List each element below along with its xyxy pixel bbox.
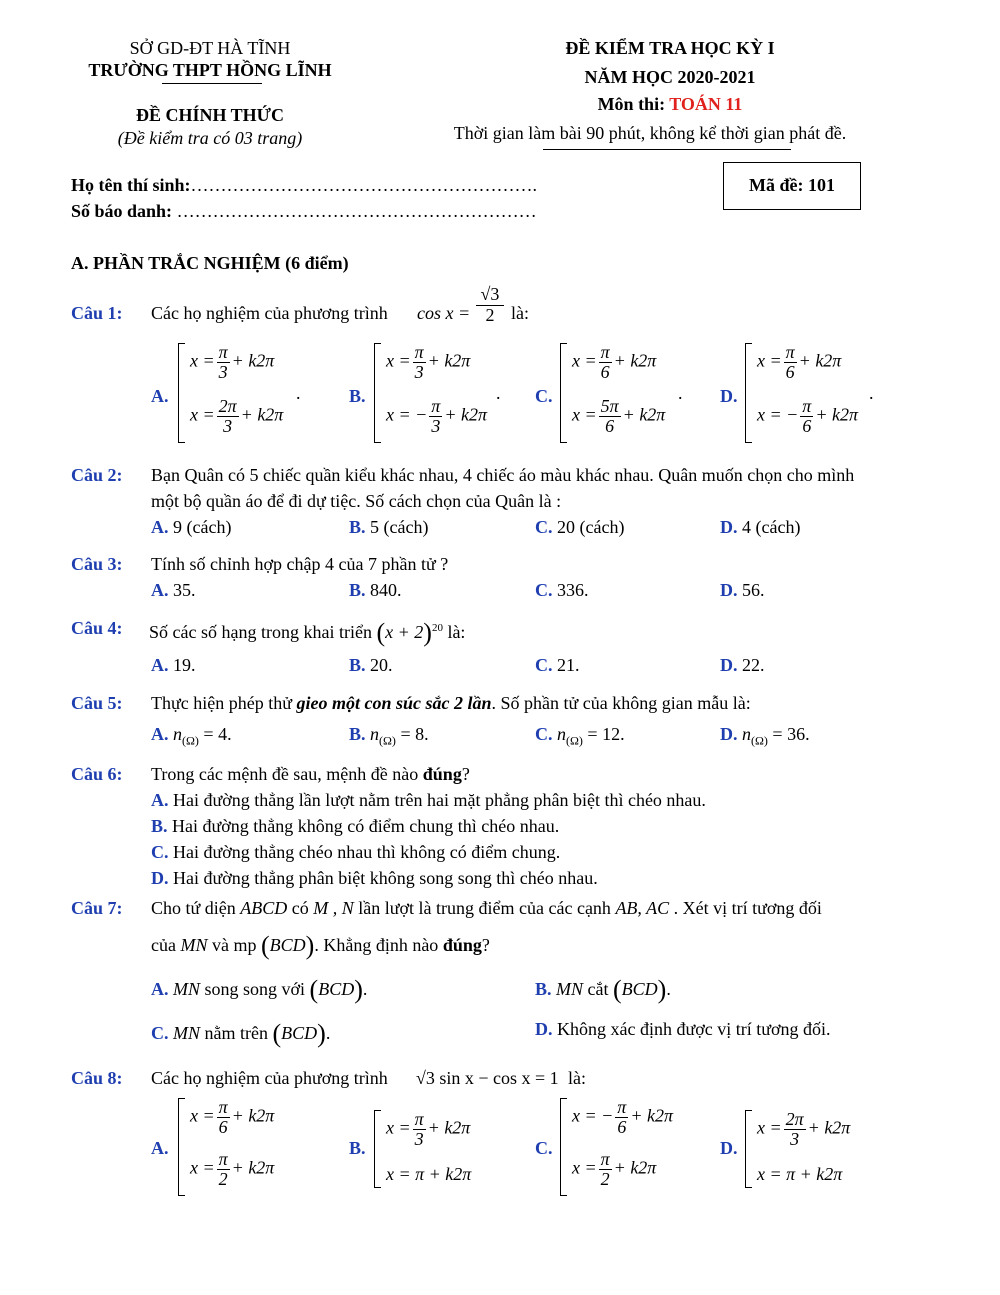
q3-option-c[interactable]: C. 336. bbox=[535, 580, 589, 600]
subject-label: Môn thi: bbox=[597, 94, 670, 114]
exam-duration: Thời gian làm bài 90 phút, không kể thời gian phát đề. bbox=[453, 123, 847, 143]
q7-label: Câu 7: bbox=[71, 898, 123, 918]
student-name-line bbox=[71, 175, 537, 196]
q5-label: Câu 5: bbox=[71, 693, 123, 713]
q1-option-a-letter[interactable]: A. bbox=[151, 386, 169, 406]
right-paren: ) bbox=[317, 1019, 326, 1048]
bracket bbox=[745, 343, 752, 443]
q1-option-d[interactable] bbox=[745, 343, 880, 443]
q5-option-a[interactable]: A. $n_{(\Omega)} = 4$. bbox=[151, 724, 232, 748]
q8-option-b-letter[interactable]: B. bbox=[349, 1138, 366, 1158]
q6-option-b[interactable]: B. Hai đường thẳng không có điểm chung thì chéo nhau. bbox=[151, 816, 560, 836]
q8-c-row1: x = − $\frac{\pi}{6}$ + k2π bbox=[572, 1097, 673, 1137]
q8-option-a[interactable] bbox=[178, 1098, 298, 1196]
q6-option-a[interactable]: A. Hai đường thẳng lần lượt nằm trên hai mặt phẳng phân biệt thì chéo nhau. bbox=[151, 790, 706, 810]
left-paren: ( bbox=[272, 1019, 282, 1048]
q1-d-row2: x = − $\frac{\pi}{6}$ + k2π bbox=[757, 396, 858, 436]
q6-label: Câu 6: bbox=[71, 764, 123, 784]
q4-option-c[interactable]: C. 21. bbox=[535, 655, 580, 675]
q1-denominator: 2 bbox=[485, 304, 495, 325]
exam-code-box bbox=[723, 162, 861, 210]
q2-line2: một bộ quần áo để đi dự tiệc. Số cách chọn của Quân là : bbox=[151, 491, 562, 511]
q8-d-row2: x = π + k2π bbox=[757, 1164, 843, 1184]
q7-option-a[interactable]: A. MN song song với (BCD). bbox=[151, 975, 368, 1004]
left-paren: ( bbox=[260, 931, 270, 960]
left-paren: ( bbox=[376, 618, 386, 647]
q8-b-row1: x = $\frac{\pi}{3}$ + k2π bbox=[386, 1109, 471, 1149]
q3-text: Tính số chỉnh hợp chập 4 của 7 phần tử ? bbox=[151, 554, 449, 574]
dot: . bbox=[869, 383, 874, 403]
q4-option-b[interactable]: B. 20. bbox=[349, 655, 393, 675]
q4-label: Câu 4: bbox=[71, 618, 123, 638]
q3-option-a[interactable]: A. 35. bbox=[151, 580, 196, 600]
bracket bbox=[560, 1098, 567, 1196]
bracket bbox=[374, 343, 381, 443]
q6-option-d[interactable]: D. Hai đường thẳng phân biệt không song song thì chéo nhau. bbox=[151, 868, 598, 888]
q1-a-row2: x = $\frac{2\pi}{3}$ + k2π bbox=[190, 396, 284, 436]
q1-c-row1: x = $\frac{\pi}{6}$ + k2π bbox=[572, 342, 657, 382]
dot: . bbox=[296, 383, 301, 403]
department: SỞ GD-ĐT HÀ TĨNH bbox=[129, 38, 291, 58]
q1-b-row1: x = $\frac{\pi}{3}$ + k2π bbox=[386, 342, 471, 382]
q3-label: Câu 3: bbox=[71, 554, 123, 574]
q1-fraction bbox=[476, 285, 504, 326]
q1-option-b[interactable] bbox=[374, 343, 509, 443]
q7-option-c[interactable]: C. MN nằm trên (BCD). bbox=[151, 1019, 331, 1048]
q1-lhs: cos x = bbox=[417, 303, 471, 323]
q1-option-c-letter[interactable]: C. bbox=[535, 386, 553, 406]
bracket bbox=[178, 343, 185, 443]
q2-option-d[interactable]: D. 4 (cách) bbox=[720, 517, 801, 537]
q8-b-row2: x = π + k2π bbox=[386, 1164, 472, 1184]
subject-line bbox=[470, 94, 870, 115]
bracket bbox=[560, 343, 567, 443]
q6-option-c[interactable]: C. Hai đường thẳng chéo nhau thì không có điểm chung. bbox=[151, 842, 561, 862]
student-name-label: Họ tên thí sinh: bbox=[71, 175, 191, 195]
q3-option-b[interactable]: B. 840. bbox=[349, 580, 402, 600]
right-paren: ) bbox=[657, 975, 667, 1004]
q8-a-row2: x = $\frac{\pi}{2}$ + k2π bbox=[190, 1149, 275, 1189]
q4-option-d[interactable]: D. 22. bbox=[720, 655, 765, 675]
duration-underline bbox=[543, 149, 791, 150]
q4-text-line: Số các số hạng trong khai triển $(x + 2)^{20}$ là: bbox=[149, 618, 466, 647]
q7-option-d[interactable]: D. Không xác định được vị trí tương đối. bbox=[535, 1019, 831, 1039]
right-paren: ) bbox=[423, 618, 432, 647]
q7-line2: của MN và mp (BCD). Khẳng định nào đúng? bbox=[151, 931, 490, 960]
q8-d-row1: x = $\frac{2\pi}{3}$ + k2π bbox=[757, 1109, 851, 1149]
q8-option-a-letter[interactable]: A. bbox=[151, 1138, 169, 1158]
q1-label: Câu 1: bbox=[71, 303, 123, 323]
q8-c-row2: x = $\frac{\pi}{2}$ + k2π bbox=[572, 1149, 657, 1189]
q1-b-row2: x = − $\frac{\pi}{3}$ + k2π bbox=[386, 396, 487, 436]
right-paren: ) bbox=[305, 931, 315, 960]
dot: . bbox=[678, 383, 683, 403]
q1-option-c[interactable] bbox=[560, 343, 690, 443]
official-label: ĐỀ CHÍNH THỨC bbox=[135, 105, 285, 125]
student-id-line bbox=[71, 201, 537, 222]
student-name-dots: …………………………………………………. bbox=[190, 175, 538, 195]
section-a-title: A. PHẦN TRẮC NGHIỆM (6 điểm) bbox=[71, 253, 349, 273]
left-paren: ( bbox=[309, 975, 319, 1004]
q2-option-c[interactable]: C. 20 (cách) bbox=[535, 517, 625, 537]
q1-c-row2: x = $\frac{5\pi}{6}$ + k2π bbox=[572, 396, 666, 436]
q2-option-a[interactable]: A. 9 (cách) bbox=[151, 517, 232, 537]
q1-option-d-letter[interactable]: D. bbox=[720, 386, 738, 406]
right-paren: ) bbox=[354, 975, 363, 1004]
school-underline bbox=[162, 83, 262, 84]
q8-tail: là: bbox=[568, 1068, 586, 1088]
q8-a-row1: x = $\frac{\pi}{6}$ + k2π bbox=[190, 1097, 275, 1137]
q5-option-c[interactable]: C. $n_{(\Omega)} = 12$. bbox=[535, 724, 625, 748]
q5-option-b[interactable]: B. $n_{(\Omega)} = 8$. bbox=[349, 724, 429, 748]
q1-a-row1: x = $\frac{\pi}{3}$ + k2π bbox=[190, 342, 275, 382]
q2-label: Câu 2: bbox=[71, 465, 123, 485]
q1-d-row1: x = $\frac{\pi}{6}$ + k2π bbox=[757, 342, 842, 382]
q8-option-b[interactable] bbox=[374, 1110, 494, 1188]
bracket bbox=[374, 1110, 381, 1188]
exam-title: ĐỀ KIỂM TRA HỌC KỲ I bbox=[565, 38, 775, 58]
q7-line1: Cho tứ diện ABCD có M , N lần lượt là trung điểm của các cạnh AB, AC . Xét vị trí tương đối bbox=[151, 898, 822, 918]
q8-equation: √3 sin x − cos x = 1 bbox=[416, 1068, 559, 1088]
q1-numerator: √3 bbox=[476, 285, 504, 306]
q4-exponent: 20 bbox=[431, 622, 443, 634]
q8-option-c[interactable] bbox=[560, 1098, 690, 1196]
school-name: TRƯỜNG THPT HỒNG LĨNH bbox=[88, 60, 332, 80]
bracket bbox=[745, 1110, 752, 1188]
q8-text: Các họ nghiệm của phương trình bbox=[151, 1068, 388, 1088]
q5-option-d[interactable]: D. $n_{(\Omega)} = 36$. bbox=[720, 724, 810, 748]
subject-name: TOÁN 11 bbox=[669, 94, 743, 114]
q7-option-b[interactable]: B. MN cắt (BCD). bbox=[535, 975, 671, 1004]
q8-option-d-letter[interactable]: D. bbox=[720, 1138, 738, 1158]
q8-option-c-letter[interactable]: C. bbox=[535, 1138, 553, 1158]
q5-text: Thực hiện phép thử gieo một con súc sắc 2 lần. Số phần tử của không gian mẫu là: bbox=[151, 693, 751, 713]
q1-option-b-letter[interactable]: B. bbox=[349, 386, 366, 406]
q4-option-a[interactable]: A. 19. bbox=[151, 655, 196, 675]
q2-option-b[interactable]: B. 5 (cách) bbox=[349, 517, 429, 537]
student-id-label: Số báo danh: bbox=[71, 201, 177, 221]
bracket bbox=[178, 1098, 185, 1196]
q1-option-a[interactable] bbox=[178, 343, 308, 443]
q2-line1: Bạn Quân có 5 chiếc quần kiểu khác nhau, 4 chiếc áo màu khác nhau. Quân muốn chọn cho mình bbox=[151, 465, 855, 485]
q1-tail: là: bbox=[511, 303, 529, 323]
left-paren: ( bbox=[613, 975, 622, 1004]
q3-option-d[interactable]: D. 56. bbox=[720, 580, 765, 600]
q6-text: Trong các mệnh đề sau, mệnh đề nào đúng? bbox=[151, 764, 470, 784]
student-id-dots: …………………………………………………… bbox=[176, 201, 537, 221]
page-count: (Đề kiểm tra có 03 trang) bbox=[117, 128, 303, 148]
school-year: NĂM HỌC 2020-2021 bbox=[584, 67, 756, 87]
q8-label: Câu 8: bbox=[71, 1068, 123, 1088]
q1-text: Các họ nghiệm của phương trình bbox=[151, 303, 388, 323]
q8-option-d[interactable] bbox=[745, 1110, 870, 1188]
exam-code: Mã đề: 101 bbox=[749, 175, 835, 195]
dot: . bbox=[496, 383, 501, 403]
